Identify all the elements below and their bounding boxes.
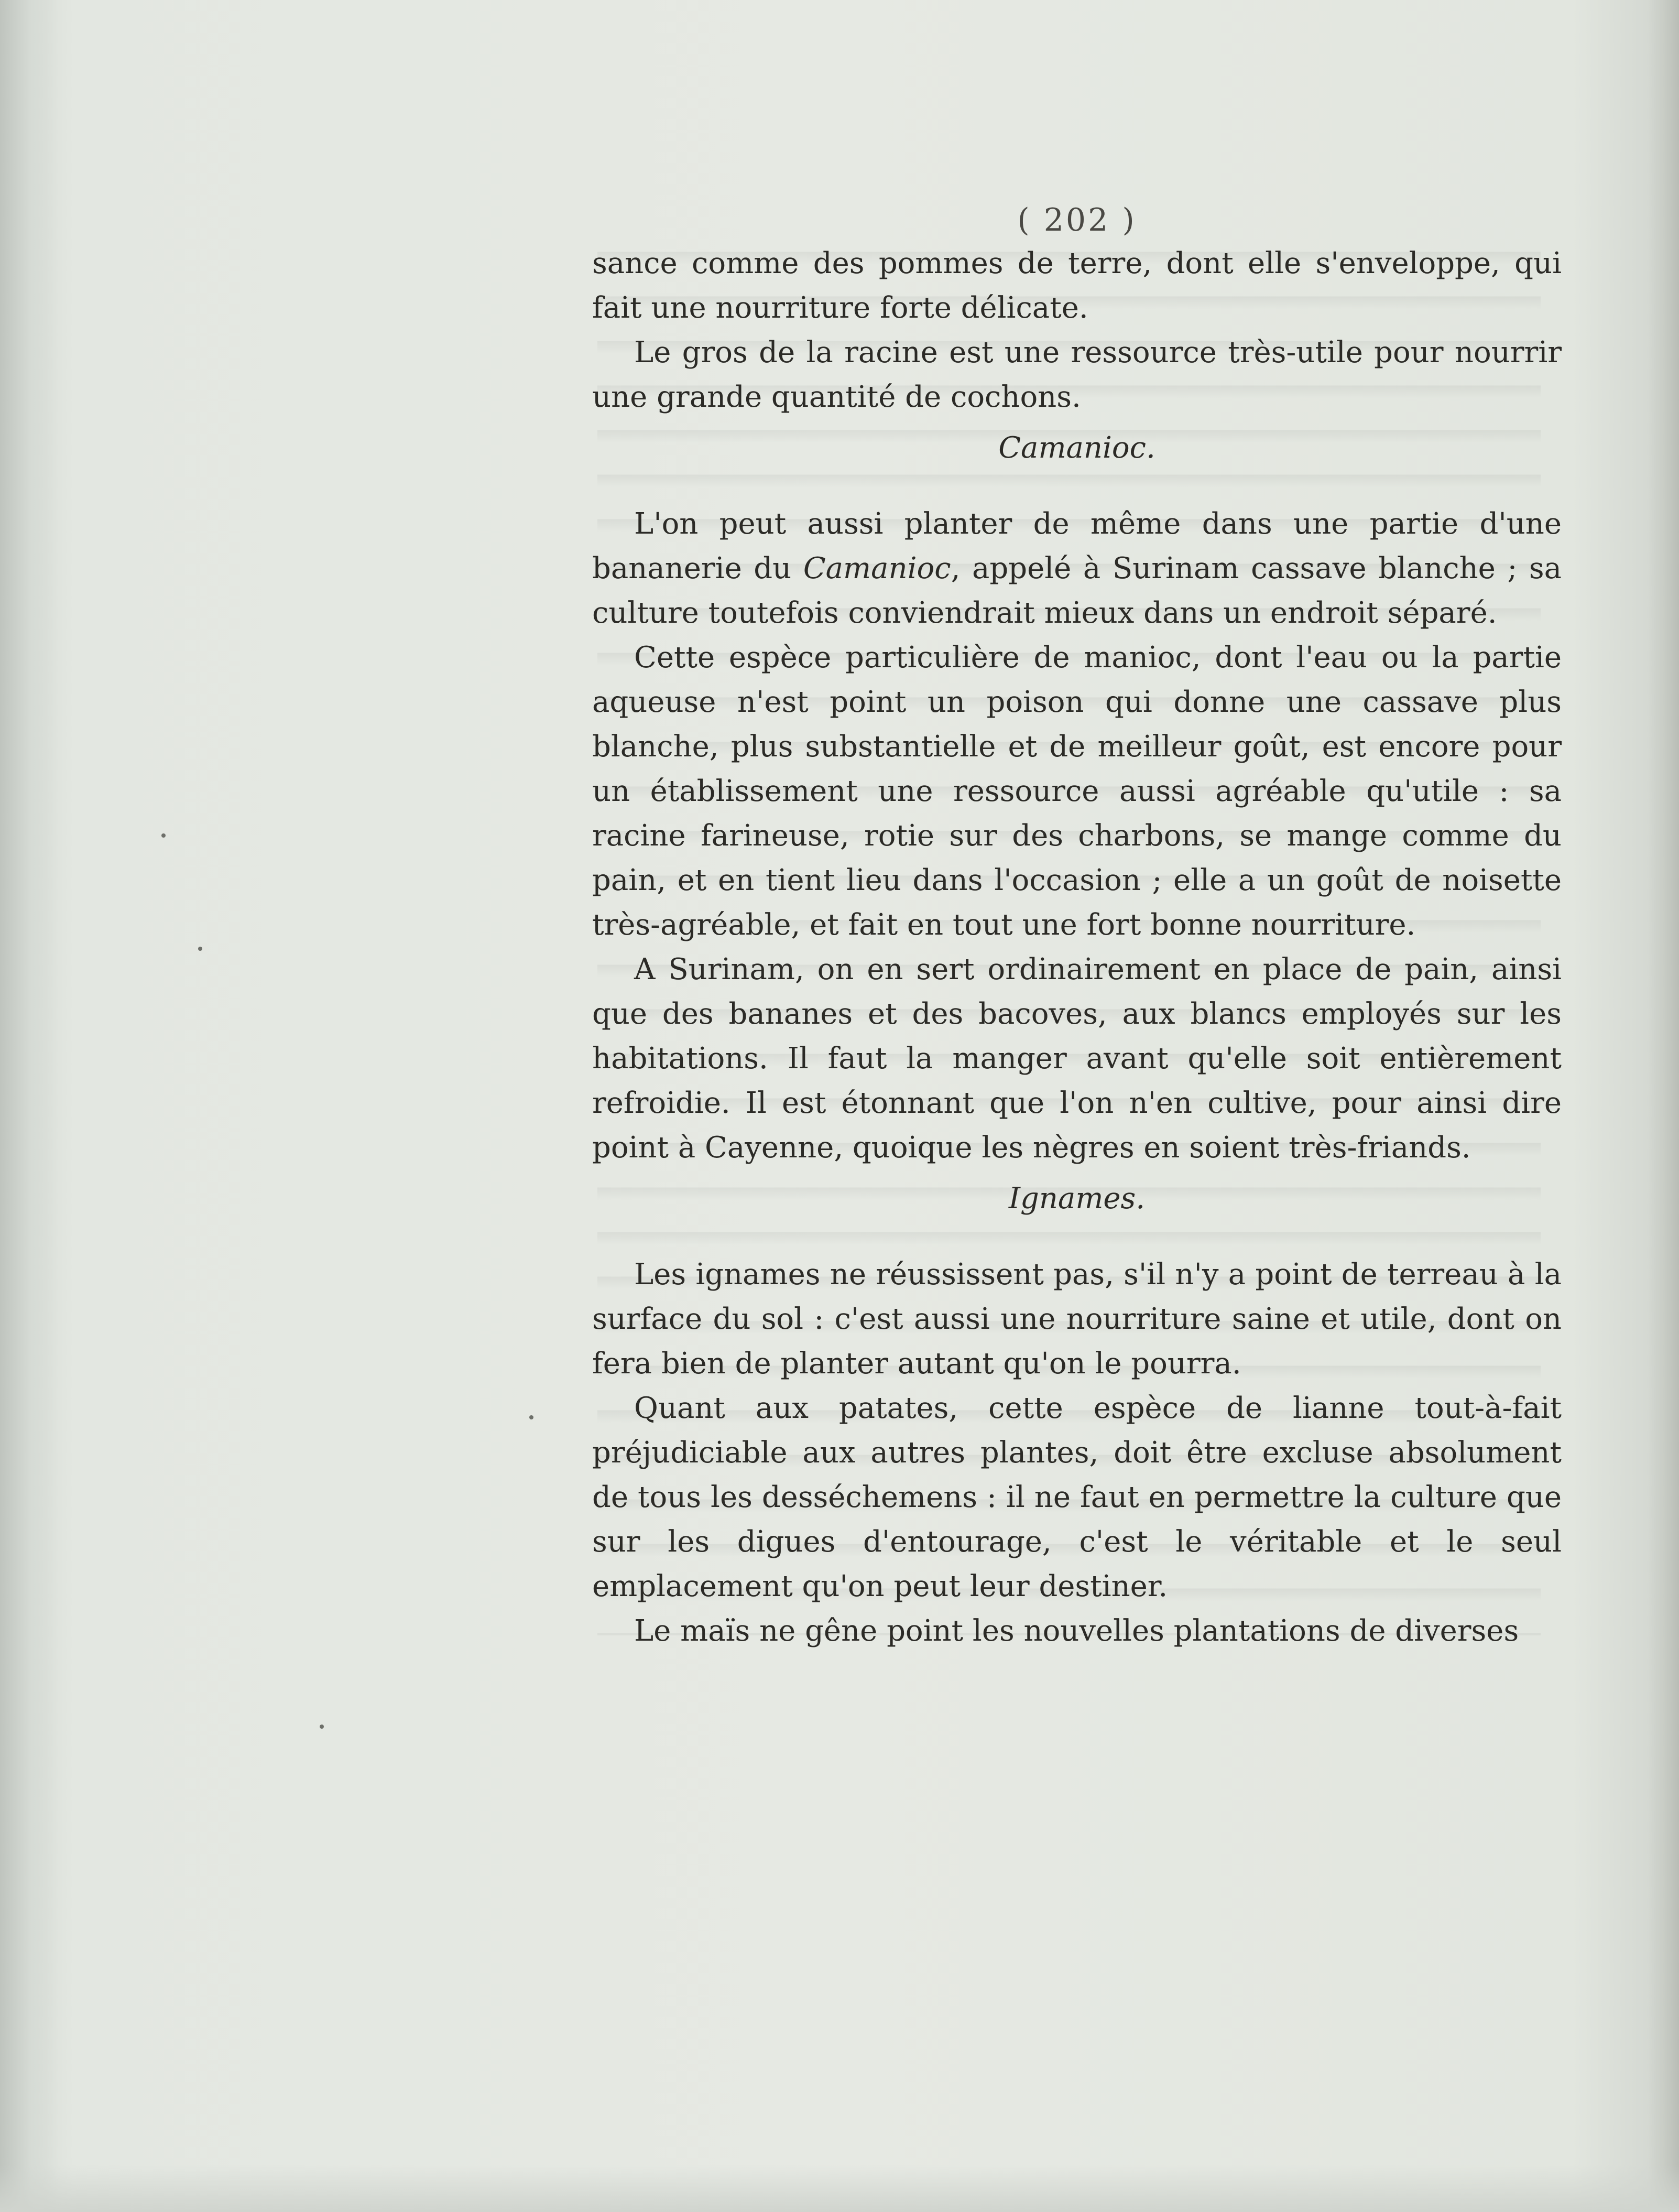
paragraph-last-line: Le maïs ne gêne point les nouvelles plantations de diverses [634,1614,1519,1648]
speck-mark [161,833,166,838]
paragraph [592,502,1562,635]
speck-mark [198,947,202,951]
paragraph: Cette espèce particulière de manioc, dont l'eau ou la partie aqueuse n'est point un poison qui donne une cassave plus blanche, plus substantielle et de meilleur goût, est encore pour un établissement une ressource aussi agréable qu'utile : sa racine farineuse, rotie sur des charbons, se mange comme du pain, et en tient lieu dans l'occasion ; elle a un goût de noisette très-agréable, et fait en tout une fort bonne nourriture. [592,641,1562,942]
text-run: , appelé à Surinam cassave blanche ; sa culture toutefois conviendrait mieux dans un endroit séparé. [592,551,1562,630]
spacer [592,1170,1562,1176]
paragraph: A Surinam, on en sert ordinairement en place de pain, ainsi que des bananes et des bacoves, aux blancs employés sur les habitations. Il faut la manger avant qu'elle soit entièrement refroidie. Il est étonnant que l'on n'en cultive, pour ainsi dire point à Cayenne, quoique les nègres en soient très-friands. [592,952,1562,1165]
text-column [592,199,1562,1653]
page-number: ( 202 ) [1017,202,1137,238]
paragraph-continuation: sance comme des pommes de terre, dont elle s'enveloppe, qui fait une nourriture forte délicate. [592,246,1562,325]
text-run: L'on peut aussi planter de même dans une partie d'une bananerie du [592,507,1562,585]
speck-mark [320,1725,324,1729]
section-heading-camanioc: Camanioc. [998,431,1155,465]
paragraph: Le gros de la racine est une ressource très-utile pour nourrir une grande quantité de cochons. [592,335,1562,414]
spacer [592,470,1562,502]
page-bottom-shadow [0,2165,1679,2212]
page-right-shadow [1648,0,1679,2212]
italic-term: Camanioc [803,551,951,585]
spacer [592,1221,1562,1252]
paragraph: Les ignames ne réussissent pas, s'il n'y a point de terreau à la surface du sol : c'est aussi une nourriture saine et utile, dont on fera bien de planter autant qu'on le pourra. [592,1257,1562,1381]
page-left-shadow [0,0,58,2212]
spacer [592,419,1562,426]
speck-mark [529,1415,533,1419]
paragraph: Quant aux patates, cette espèce de lianne tout-à-fait préjudiciable aux autres plantes, doit être excluse absolument de tous les desséchemens : il ne faut en permettre la culture que sur les digues d'entourage, c'est le véritable et le seul emplacement qu'on peut leur destiner. [592,1391,1562,1603]
section-heading-ignames: Ignames. [1008,1181,1146,1216]
